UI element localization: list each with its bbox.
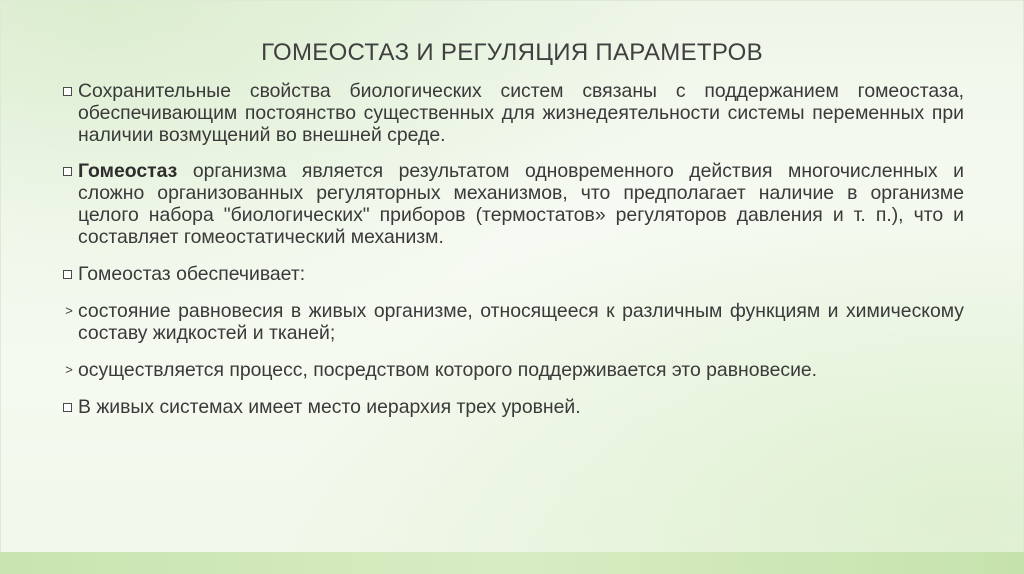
bullet-text: Гомеостаз обеспечивает: <box>78 263 306 285</box>
bold-term: Гомеостаз <box>78 160 178 182</box>
slide-title: ГОМЕОСТАЗ И РЕГУЛЯЦИЯ ПАРАМЕТРОВ <box>261 39 763 66</box>
square-bullet-icon <box>60 263 78 285</box>
bullet-text: Сохранительные свойства биологических систем связаны с поддержанием гомеостаза, обеспечивающим постоянство существенных для жизнедеятельности системы переменных при наличии возмущений во внешней среде. <box>78 80 964 146</box>
sub-bullet-item <box>60 359 964 381</box>
bullet-text: В живых системах имеет место иерархия трех уровней. <box>78 396 581 418</box>
chevron-right-icon: > <box>65 362 73 377</box>
slide-content <box>60 36 964 418</box>
chevron-right-icon: > <box>65 303 73 318</box>
square-bullet-icon <box>60 160 78 182</box>
bullet-item <box>60 80 964 146</box>
bullet-item <box>60 263 964 285</box>
sub-bullet-text: состояние равновесия в живых организме, относящееся к различным функциям и химическому составу жидкостей и тканей; <box>78 300 964 344</box>
bottom-accent-bar <box>0 552 1024 574</box>
sub-bullet-item <box>60 300 964 344</box>
bullet-item <box>60 160 964 248</box>
bullet-text-rest: организма является результатом одновременного действия многочисленных и сложно организованных регуляторных механизмов, что предполагает наличие в организме целого набора "биологических" приборов (термостатов» регуляторов давления и т. п.), что и составляет гомеостатический механизм. <box>78 160 964 248</box>
square-bullet-icon <box>60 396 78 418</box>
bullet-text <box>78 160 964 248</box>
bullet-item <box>60 396 964 418</box>
sub-bullet-text: осуществляется процесс, посредством которого поддерживается это равновесие. <box>78 359 818 381</box>
square-bullet-icon <box>60 80 78 102</box>
